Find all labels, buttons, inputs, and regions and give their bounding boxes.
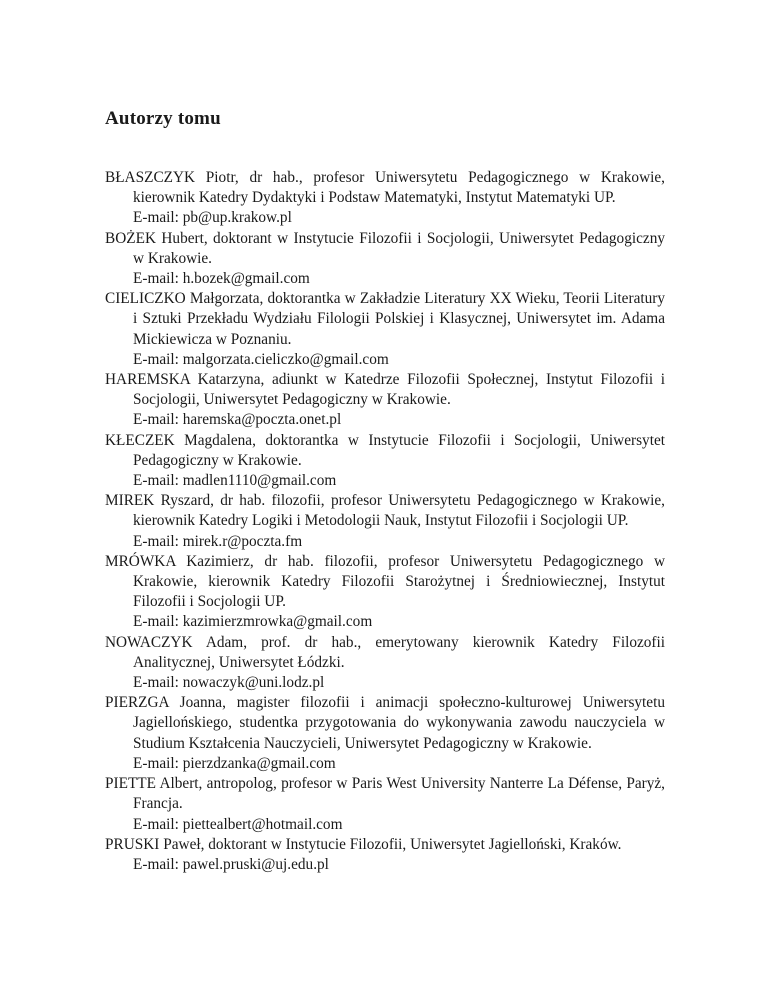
author-description: PRUSKI Paweł, doktorant w Instytucie Filozofii, Uniwersytet Jagielloński, Kraków. [105, 835, 622, 853]
author-email: kazimierzmrowka@gmail.com [182, 613, 373, 631]
author-email-line [133, 612, 665, 632]
author-email-line [133, 532, 665, 552]
author-description: BOŻEK Hubert, doktorant w Instytucie Filozofii i Socjologii, Uniwersytet Pedagogiczny w Krakowie. [105, 229, 665, 267]
author-description: MIREK Ryszard, dr hab. filozofii, profesor Uniwersytetu Pedagogicznego w Krakowie, kierownik Katedry Logiki i Metodologii Nauk, Instytut Filozofii i Socjologii UP. [105, 492, 665, 530]
author-email-line [133, 855, 665, 875]
author-email-line [133, 673, 665, 693]
author-email-line [133, 815, 665, 835]
email-label: E-mail: [133, 754, 183, 772]
email-label: E-mail: [133, 855, 183, 873]
author-entry [105, 633, 665, 694]
email-label: E-mail: [133, 674, 183, 692]
author-entry [105, 774, 665, 835]
author-email-line [133, 208, 665, 228]
author-entry [105, 229, 665, 290]
email-label: E-mail: [133, 209, 183, 227]
author-email-line [133, 410, 665, 430]
author-description: HAREMSKA Katarzyna, adiunkt w Katedrze Filozofii Społecznej, Instytut Filozofii i Socjologii, Uniwersytet Pedagogiczny w Krakowie. [105, 371, 665, 409]
author-email: malgorzata.cieliczko@gmail.com [182, 350, 389, 368]
email-label: E-mail: [133, 350, 183, 368]
author-email: piettealbert@hotmail.com [182, 815, 343, 833]
author-email: h.bozek@gmail.com [182, 270, 310, 288]
author-email: nowaczyk@uni.lodz.pl [182, 674, 325, 692]
email-label: E-mail: [133, 532, 183, 550]
email-label: E-mail: [133, 411, 183, 429]
page-title: Autorzy tomu [105, 108, 221, 129]
author-entry [105, 289, 665, 370]
author-email: haremska@poczta.onet.pl [182, 411, 342, 429]
author-email: pb@up.krakow.pl [182, 209, 292, 227]
author-description: MRÓWKA Kazimierz, dr hab. filozofii, profesor Uniwersytetu Pedagogicznego w Krakowie, kierownik Katedry Filozofii Starożytnej i Średniowiecznej, Instytut Filozofii i Socjologii UP. [105, 552, 665, 611]
author-entry [105, 168, 665, 229]
author-email: pawel.pruski@uj.edu.pl [182, 855, 329, 873]
author-description: KŁECZEK Magdalena, doktorantka w Instytucie Filozofii i Socjologii, Uniwersytet Pedagogiczny w Krakowie. [105, 431, 665, 469]
author-email-line [133, 350, 665, 370]
author-description: CIELICZKO Małgorzata, doktorantka w Zakładzie Literatury XX Wieku, Teorii Literatury i Sztuki Przekładu Wydziału Filologii Polskiej i Klasycznej, Uniwersytet im. Adama Mickiewicza w Poznaniu. [105, 290, 665, 348]
author-entry [105, 835, 665, 875]
author-entry [105, 693, 665, 774]
author-entry [105, 552, 665, 633]
author-description: PIERZGA Joanna, magister filozofii i animacji społeczno-kulturowej Uniwersytetu Jagiellońskiego, studentka przygotowania do wykonywania zawodu nauczyciela w Studium Kształcenia Nauczycieli, Uniwersytet Pedagogiczny w Krakowie. [105, 694, 665, 752]
author-entry [105, 370, 665, 431]
email-label: E-mail: [133, 270, 183, 288]
author-email: mirek.r@poczta.fm [182, 532, 303, 550]
author-email: madlen1110@gmail.com [182, 472, 337, 490]
author-description: NOWACZYK Adam, prof. dr hab., emerytowany kierownik Katedry Filozofii Analitycznej, Uniwersytet Łódzki. [105, 633, 665, 671]
author-description: BŁASZCZYK Piotr, dr hab., profesor Uniwersytetu Pedagogicznego w Krakowie, kierownik Katedry Dydaktyki i Podstaw Matematyki, Instytut Matematyki UP. [105, 169, 665, 207]
author-email-line [133, 269, 665, 289]
author-email-line [133, 471, 665, 491]
email-label: E-mail: [133, 815, 183, 833]
author-list [105, 168, 665, 875]
author-email: pierzdzanka@gmail.com [182, 754, 336, 772]
email-label: E-mail: [133, 613, 183, 631]
author-email-line [133, 754, 665, 774]
author-entry [105, 431, 665, 492]
author-entry [105, 491, 665, 552]
author-description: PIETTE Albert, antropolog, profesor w Paris West University Nanterre La Défense, Paryż, Francja. [105, 775, 665, 813]
email-label: E-mail: [133, 472, 183, 490]
